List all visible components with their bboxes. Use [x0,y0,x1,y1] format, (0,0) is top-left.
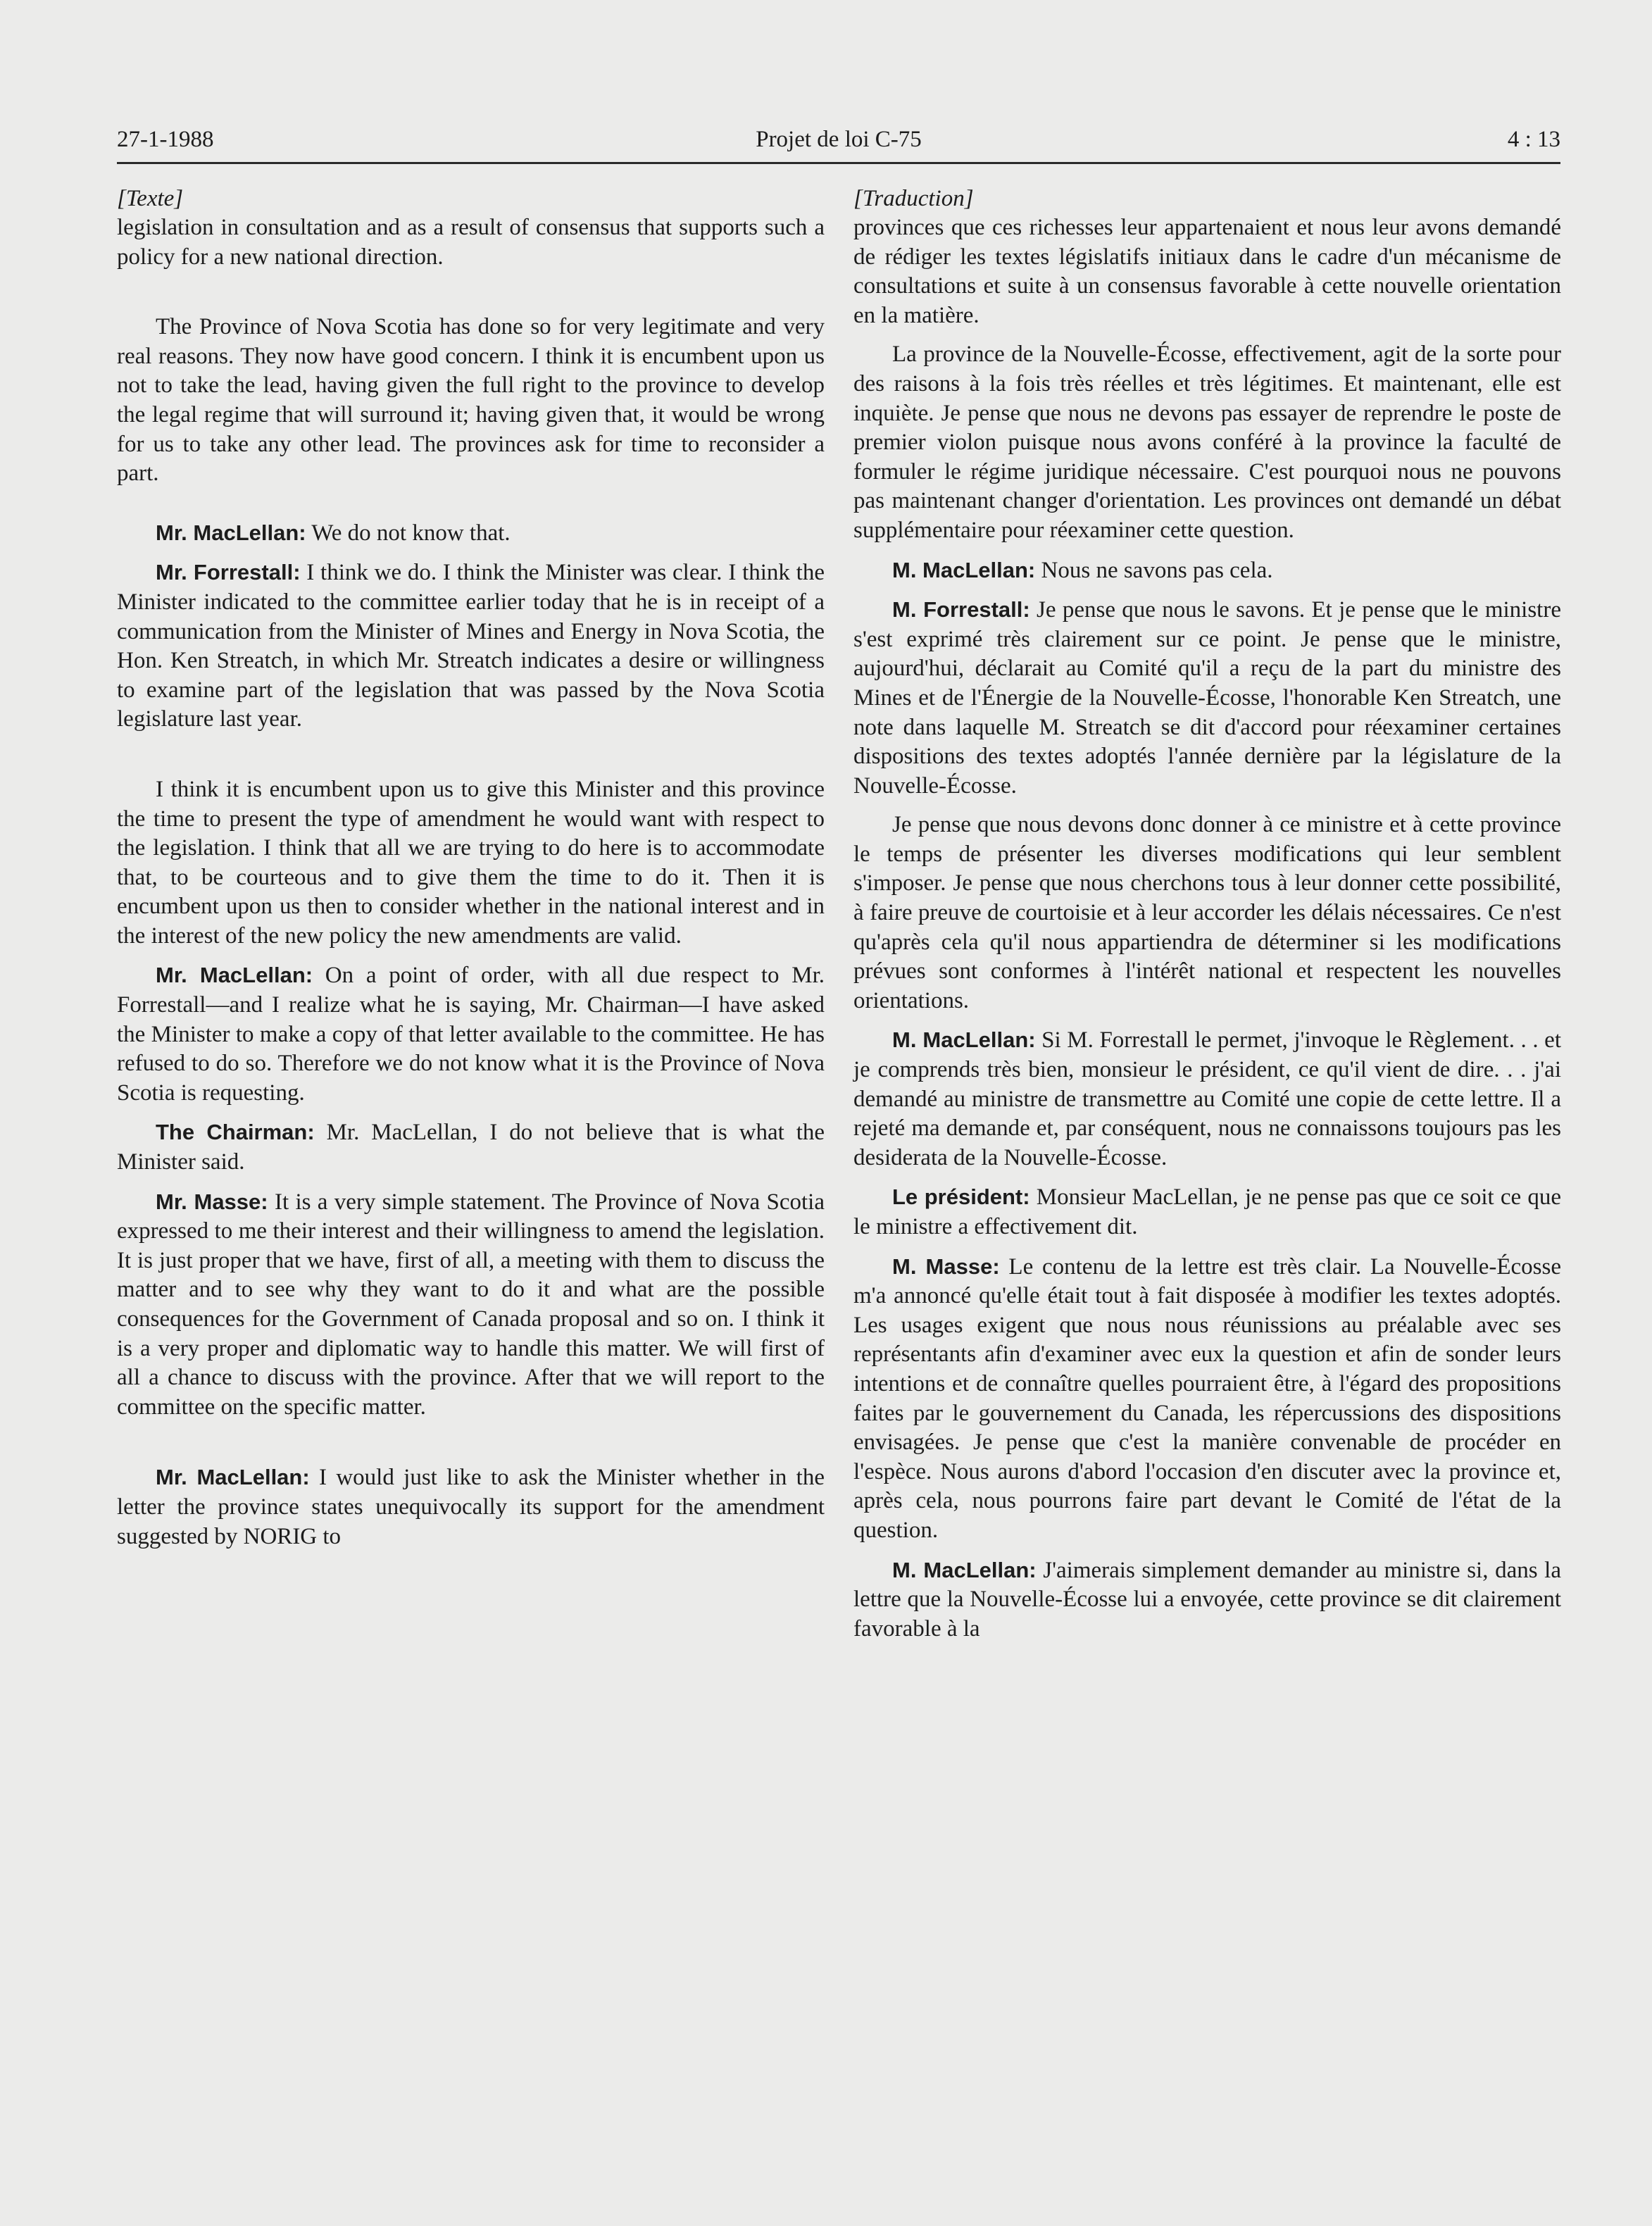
speech-paragraph [117,961,825,1108]
speech-paragraph [853,1252,1561,1546]
column-tag: [Texte] [117,186,184,211]
speaker-name: Mr. Masse: [156,1189,268,1214]
paragraph: I think it is encumbent upon us to give this Minister and this province the time to present the type of amendment he would want with respect to the legislation. I think that all we are trying to do here is to accommodate that, to be courteous and to give them the time to do it. Then it is encumbent upon us then to consider whether in the national interest and in the interest of the new policy the new amendments are valid. [117,776,825,949]
speech-text: Je pense que nous le savons. Et je pense que le ministre s'est exprimé très clairement sur ce point. Je pense que le ministre, aujourd'hui, déclarait au Comité qu'il a reçu de la part du ministre des Mines et de l'Énergie de la Nouvelle-Écosse, l'honorable Ken Streatch, une note dans laquelle M. Streatch se dit d'accord pour réexaminer certaines dispositions des textes adoptés l'année dernière par la législature de la Nouvelle-Écosse. [853,597,1561,799]
header-page-number: 4 : 13 [1507,127,1560,152]
speaker-name: M. Masse: [892,1253,1000,1279]
speech-text: Si M. Forrestall le permet, j'invoque le Règlement. . . et je comprends très bien, monsieur le président, ce qu'il vient de dire. . . j'ai demandé au ministre de transmettre au Comité une copie de cette lettre. Il a rejeté ma demande et, par conséquent, nous ne connaissons toujours pas les desiderata de la Nouvelle-Écosse. [853,1027,1561,1170]
speaker-name: M. Forrestall: [892,597,1030,623]
speech-paragraph [117,1118,825,1177]
paragraph: legislation in consultation and as a result of consensus that supports such a policy for a new national direction. [117,215,825,270]
speech-text: Monsieur MacLellan, je ne pense pas que ce soit ce que le ministre a effectivement dit. [853,1184,1561,1239]
speech-text: Nous ne savons pas cela. [1035,557,1273,583]
speaker-name: Le président: [892,1184,1030,1210]
speaker-name: M. MacLellan: [892,557,1036,582]
header-date: 27-1-1988 [117,127,214,152]
speech-text: I would just like to ask the Minister whether in the letter the province states unequivocally its support for the amendment suggested by NORIG to [117,1465,825,1549]
paragraph: provinces que ces richesses leur appartenaient et nous leur avons demandé de rédiger les textes législatifs initiaux dans le cadre d'un mécanisme de consultations et suite à un consensus favorable à cette nouvelle orientation en la matière. [853,215,1561,328]
speech-paragraph [117,518,825,549]
speech-paragraph [853,1556,1561,1644]
french-column [853,185,1561,1644]
speech-text: J'aimerais simplement demander au ministre si, dans la lettre que la Nouvelle-Écosse lui a envoyée, cette province se dit clairement favorable à la [853,1557,1561,1642]
speech-paragraph [117,558,825,734]
speech-paragraph [853,556,1561,586]
speech-paragraph [853,595,1561,801]
speech-text: I think we do. I think the Minister was clear. I think the Minister indicated to the committee earlier today that he is in receipt of a communication from the Minister of Mines and Energy in Nova Scotia, the Hon. Ken Streatch, in which Mr. Streatch indicates a desire or willingness to examine part of the legislation that was passed by the Nova Scotia legislature last year. [117,560,825,732]
speech-paragraph [853,1025,1561,1173]
english-column [117,185,825,1551]
speaker-name: Mr. Forrestall: [156,560,301,585]
speaker-name: The Chairman: [156,1120,315,1145]
header-rule [117,162,1560,164]
speaker-name: Mr. MacLellan: [156,963,313,988]
speaker-name: Mr. MacLellan: [156,520,306,545]
speech-text: We do not know that. [306,520,511,546]
speaker-name: Mr. MacLellan: [156,1465,310,1490]
paragraph: Je pense que nous devons donc donner à ce ministre et à cette province le temps de présenter les diverses modifications qui leur semblent s'imposer. Je pense que nous cherchons tous à leur donner cette possibilité, à faire preuve de courtoisie et à leur accorder les délais nécessaires. Ce n'est qu'après cela qu'il nous appartiendra de déterminer si les modifications prévues sont conformes à l'intérêt national et respectent les nouvelles orientations. [853,812,1561,1013]
speaker-name: M. MacLellan: [892,1557,1037,1582]
speech-text: Le contenu de la lettre est très clair. La Nouvelle-Écosse m'a annoncé qu'elle était tout à fait disposée à modifier les textes adoptés. Les usages exigent que nous nous réunissions au préalable avec ses représentants afin d'examiner avec eux la question et afin de sonder leurs intentions et de connaître quelles pourraient être, à l'égard des propositions faites par le gouvernement du Canada, les répercussions des dispositions envisagées. Je pense que c'est la manière convenable de procéder en l'espèce. Nous aurons d'abord l'occasion d'en discuter avec la province et, après cela, nous pourrons faire part devant le Comité de l'état de la question. [853,1253,1561,1543]
speech-paragraph [117,1463,825,1551]
speech-paragraph [117,1187,825,1422]
speech-text: It is a very simple statement. The Province of Nova Scotia expressed to me their interest and their willingness to amend the legislation. It is just proper that we have, first of all, a meeting with them to discuss the matter and to see why they want to do it and what are the possible consequences for the Government of Canada proposal and so on. I think it is a very proper and diplomatic way to handle this matter. We will first of all a chance to discuss with the province. After that we will report to the committee on the specific matter. [117,1189,825,1420]
speaker-name: M. MacLellan: [892,1027,1036,1053]
speech-text: Mr. MacLellan, I do not believe that is what the Minister said. [117,1120,825,1175]
paragraph: La province de la Nouvelle-Écosse, effectivement, agit de la sorte pour des raisons à la fois très réelles et très légitimes. Et maintenant, elle est inquiète. Je pense que nous ne devons pas essayer de reprendre le poste de premier violon puisque nous avons conféré à la province la faculté de formuler le régime juridique nécessaire. C'est pourquoi nous ne pouvons pas maintenant changer d'orientation. Les provinces ont demandé un débat supplémentaire pour réexaminer cette question. [853,342,1561,543]
column-tag: [Traduction] [853,186,974,211]
page-header [117,127,1560,163]
speech-paragraph [853,1182,1561,1242]
speech-text: On a point of order, with all due respect to Mr. Forrestall—and I realize what he is saying, Mr. Chairman—I have asked the Minister to make a copy of that letter available to the committee. He has refused to do so. Therefore we do not know what it is the Province of Nova Scotia is requesting. [117,963,825,1106]
paragraph: The Province of Nova Scotia has done so for very legitimate and very real reasons. They now have good concern. I think it is encumbent upon us not to take the lead, having given the full right to the province to develop the legal regime that will surround it; having given that, it would be wrong for us to take any other lead. The provinces ask for time to reconsider a part. [117,314,825,487]
header-title: Projet de loi C-75 [756,127,922,152]
